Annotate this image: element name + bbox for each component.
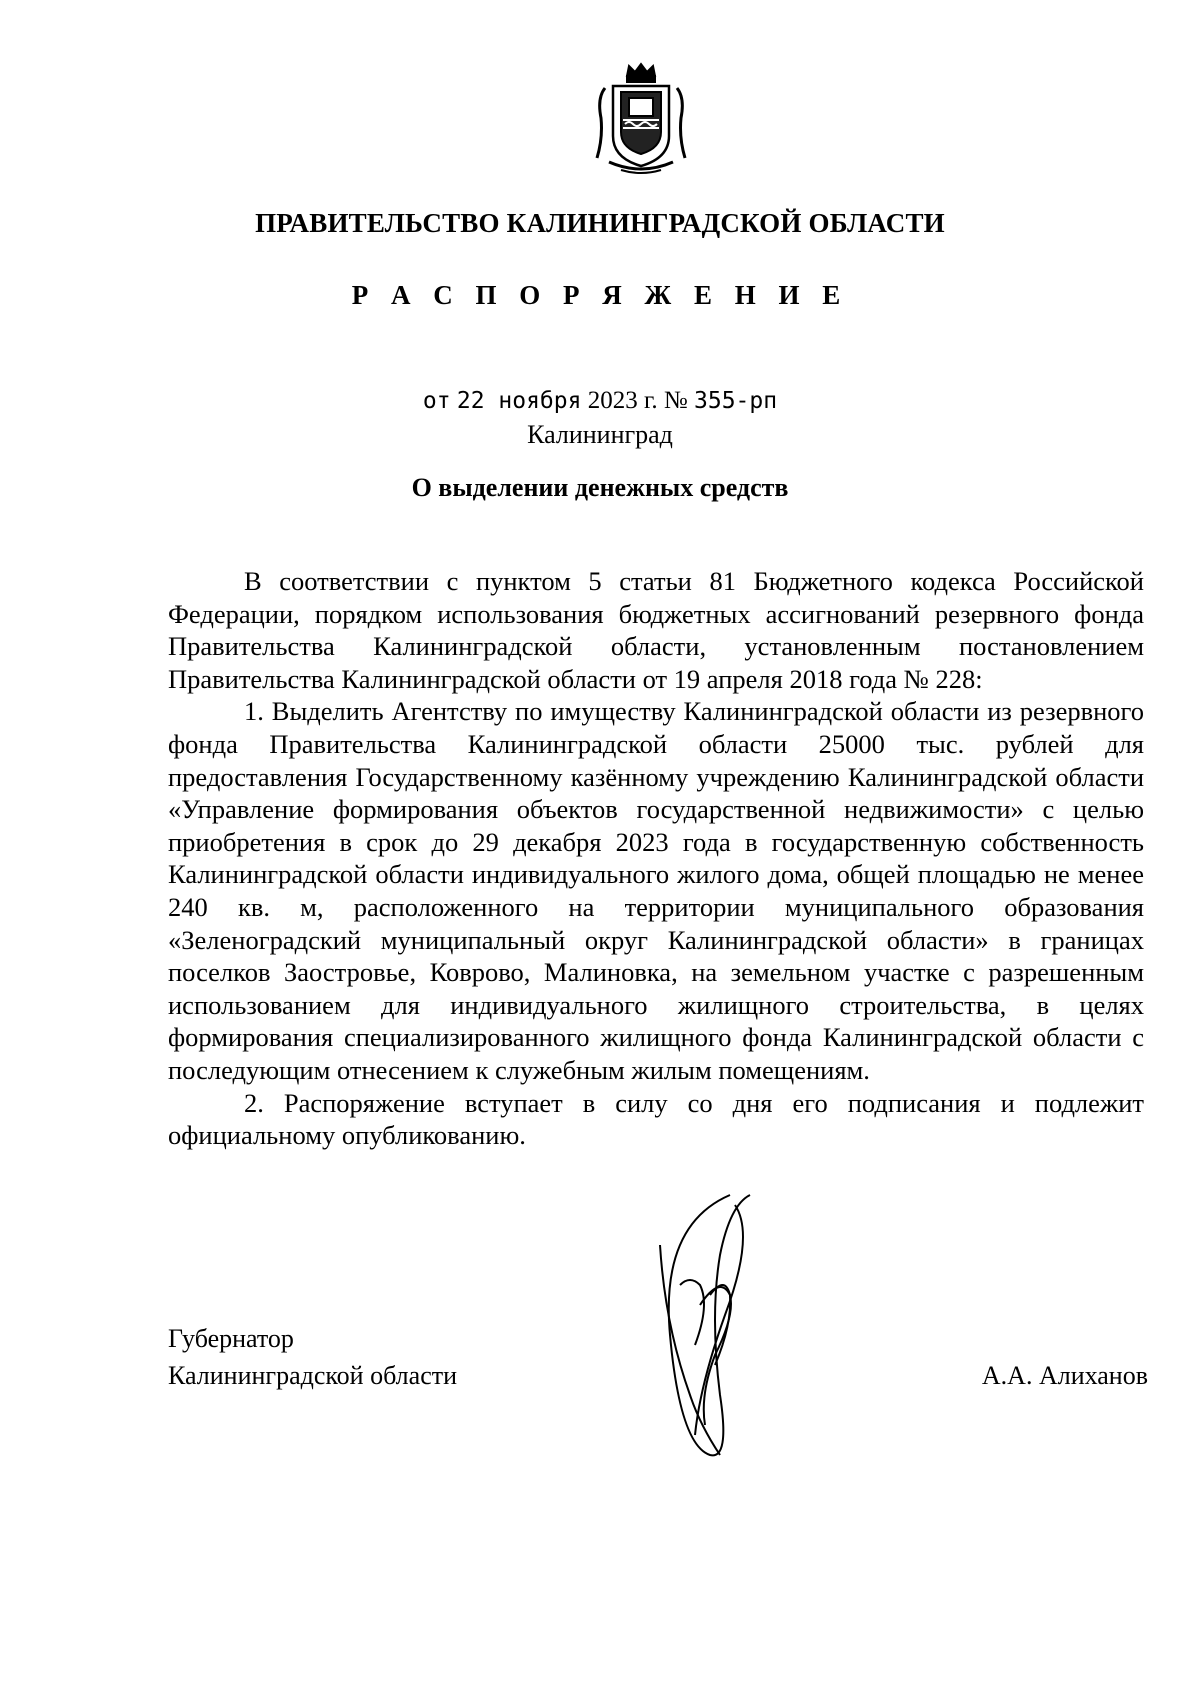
- document-type: Р А С П О Р Я Ж Е Н И Е: [351, 280, 849, 310]
- coat-of-arms-icon: [591, 58, 691, 178]
- signer-position-line-1: Губернатор: [168, 1324, 294, 1353]
- document-subject: О выделении денежных средств: [411, 473, 789, 502]
- date-prefix: от: [422, 388, 451, 414]
- item-1-paragraph: 1. Выделить Агентству по имуществу Калининградской области из резервного фонда Правительства Калининградской области 25000 тыс. рублей для предоставления Государственному казённому учреждению Калининградской области «Управление формирования объектов государственной недвижимости» с целью приобретения в срок до 29 декабря 2023 года в государственную собственность Калининградской области индивидуального жилого дома, общей площадью не менее 240 кв. м, расположенного на территории муниципального образования «Зеленоградский муниципальный округ Калининградской области» в границах поселков Заостровье, Коврово, Малиновка, на земельном участке с разрешенным использованием для индивидуального жилищного строительства, в целях формирования специализированного жилищного фонда Калининградской области с последующим отнесением к служебным жилым помещениям.: [168, 696, 1144, 1085]
- signer-name: А.А. Алиханов: [981, 1361, 1148, 1390]
- document-number: 355-рп: [694, 388, 778, 414]
- document-body: [168, 565, 1144, 1152]
- signer-position-line-2: Калининградской области: [168, 1361, 458, 1390]
- date-stamp: 22 ноября: [456, 388, 582, 414]
- organization-title: ПРАВИТЕЛЬСТВО КАЛИНИНГРАДСКОЙ ОБЛАСТИ: [255, 208, 945, 238]
- number-sign: №: [663, 387, 688, 414]
- city: Калининград: [527, 420, 673, 449]
- signature-icon: [640, 1185, 790, 1465]
- item-2-paragraph: 2. Распоряжение вступает в силу со дня его подписания и подлежит официальному опубликованию.: [168, 1087, 1144, 1151]
- signer-position: [168, 1320, 457, 1394]
- date-year: 2023 г.: [587, 387, 658, 414]
- date-number-line: [0, 387, 1200, 415]
- preamble-paragraph: В соответствии с пунктом 5 статьи 81 Бюджетного кодекса Российской Федерации, порядком использования бюджетных ассигнований резервного фонда Правительства Калининградской области, установленным постановлением Правительства Калининградской области от 19 апреля 2018 года № 228:: [168, 566, 1144, 694]
